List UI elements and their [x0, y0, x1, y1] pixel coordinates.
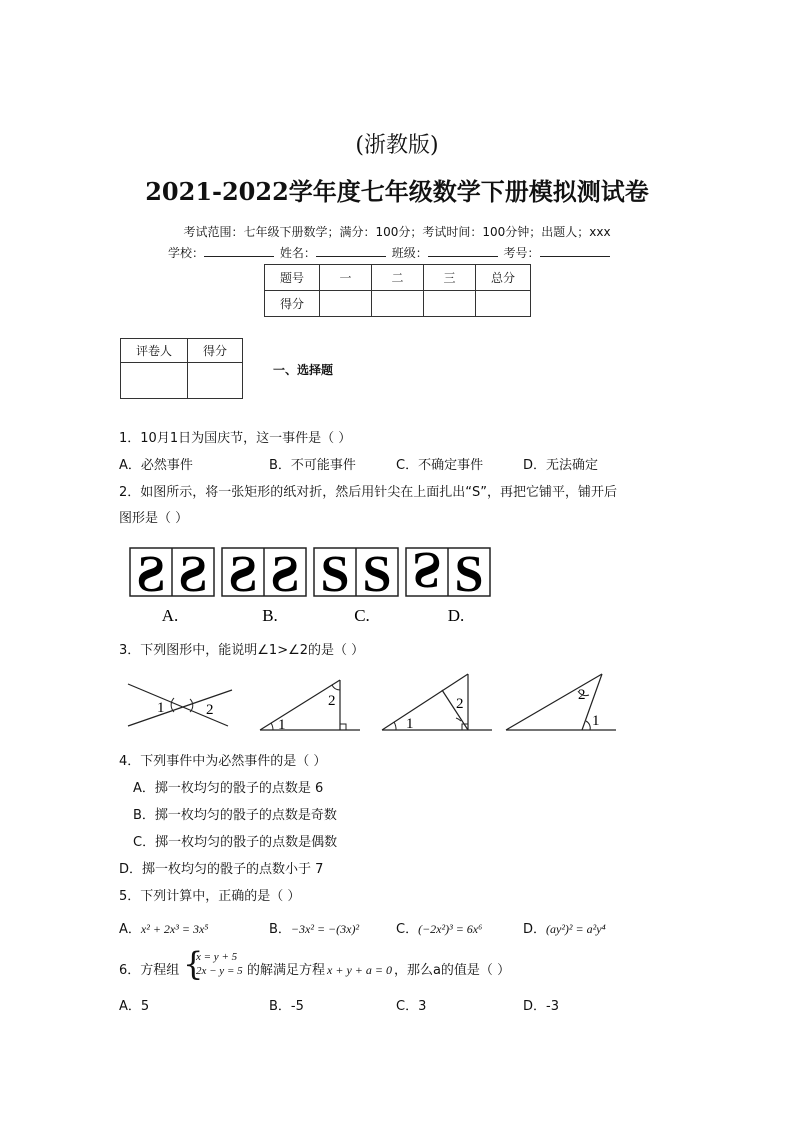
- q6-suffix: ，那么a的值是（ ）: [393, 963, 511, 978]
- q2-label-b: B.: [262, 606, 278, 625]
- angle-2-label: 2: [328, 693, 336, 709]
- q3-figure-a: [128, 684, 232, 726]
- q5-option-c: [396, 918, 482, 937]
- q6-rest: [247, 959, 510, 978]
- score-row-label: 得分: [265, 291, 320, 317]
- score-cell[interactable]: [424, 291, 476, 317]
- name-blank[interactable]: [316, 245, 386, 257]
- s-glyph: S: [362, 546, 392, 603]
- s-glyph: S: [320, 546, 350, 603]
- grader-cell[interactable]: [121, 363, 188, 399]
- angle-2-label: 2: [206, 702, 214, 718]
- angle-1-label: 1: [278, 717, 286, 733]
- expression: (−2x²)³ = 6x⁶: [418, 922, 483, 936]
- school-label: 学校：: [168, 246, 205, 260]
- grader-header: 评卷人: [121, 339, 188, 363]
- q2-stem-line1: 2．如图所示，将一张矩形的纸对折，然后用针尖在上面扎出“S”，再把它铺平，铺开后: [119, 485, 617, 500]
- q1-option-b: B．不可能事件: [269, 458, 356, 473]
- edition-label: (浙教版): [355, 133, 439, 158]
- s-glyph: S: [228, 546, 258, 603]
- class-blank[interactable]: [428, 245, 498, 257]
- q3-stem: 3．下列图形中，能说明∠1>∠2的是（ ）: [119, 643, 365, 658]
- equation-1: x = y + 5: [196, 951, 238, 963]
- q4-option-d: D．掷一枚均匀的骰子的点数小于 7: [119, 862, 324, 877]
- q6-option-d: D．-3: [523, 999, 559, 1014]
- angle-1-label: 1: [406, 716, 414, 732]
- grader-table: [120, 338, 243, 399]
- id-label: 考号：: [503, 246, 540, 260]
- s-glyph: S: [454, 546, 484, 603]
- q6-option-c: C．3: [396, 999, 427, 1014]
- q2-label-d: D.: [447, 606, 465, 625]
- q6-option-a: A．5: [119, 999, 150, 1014]
- score-header-cell: 题号: [265, 265, 320, 291]
- q4-option-b: B．掷一枚均匀的骰子的点数是奇数: [133, 808, 337, 823]
- s-glyph: S: [136, 546, 166, 603]
- name-label: 姓名：: [279, 246, 316, 260]
- option-label: C．: [396, 922, 419, 937]
- q4-option-c: C．掷一枚均匀的骰子的点数是偶数: [133, 835, 338, 850]
- section-title: 一、选择题: [273, 363, 334, 377]
- score-cell[interactable]: [372, 291, 424, 317]
- q6-middle: 的解满足方程: [247, 963, 326, 978]
- score-table: [264, 264, 531, 317]
- q2-option-a-figure: [130, 546, 214, 625]
- q3-figure-d: [506, 674, 616, 730]
- s-glyph: S: [178, 546, 208, 603]
- expression: (ay²)² = a²y⁴: [546, 922, 606, 936]
- q5-option-d: [523, 918, 606, 937]
- expression: −3x² = −(3x)²: [290, 922, 360, 936]
- angle-2-label: 2: [578, 687, 586, 703]
- score-header-cell: 三: [424, 265, 476, 291]
- expression: x² + 2x³ = 3x⁵: [140, 922, 209, 936]
- q2-option-c-figure: [314, 546, 398, 625]
- q1-option-d: D．无法确定: [523, 458, 599, 473]
- exam-info: 考试范围：七年级下册数学；满分：100分；考试时间：100分钟；出题人；xxx: [183, 225, 611, 239]
- school-blank[interactable]: [204, 245, 274, 257]
- brace-icon: {: [183, 945, 204, 983]
- q3-figure-c: [382, 674, 492, 732]
- score-cell[interactable]: [320, 291, 372, 317]
- q3-figure: [120, 666, 630, 738]
- grader-score-header: 得分: [188, 339, 243, 363]
- q2-label-c: C.: [354, 606, 370, 625]
- q6-equation: x + y + a = 0: [327, 963, 392, 977]
- q4-option-a: A．掷一枚均匀的骰子的点数是 6: [133, 781, 324, 796]
- student-fields: [168, 244, 610, 261]
- q4-stem: 4．下列事件中为必然事件的是（ ）: [119, 754, 327, 769]
- grader-score-cell[interactable]: [188, 363, 243, 399]
- q1-stem: 1．10月1日为国庆节，这一事件是（ ）: [119, 431, 352, 446]
- page-title: 2021-2022学年度七年级数学下册模拟测试卷: [145, 177, 649, 206]
- angle-1-label: 1: [592, 713, 600, 729]
- angle-1-label: 1: [157, 700, 165, 716]
- q2-option-d-figure: [406, 541, 490, 625]
- q6-prefix: 6．方程组: [119, 963, 180, 978]
- q6-option-b: B．-5: [269, 999, 304, 1014]
- option-label: A．: [119, 922, 141, 937]
- q5-option-a: [119, 918, 208, 937]
- score-header-cell: 一: [320, 265, 372, 291]
- s-glyph: S: [412, 541, 442, 598]
- score-cell[interactable]: [476, 291, 531, 317]
- score-header-cell: 二: [372, 265, 424, 291]
- angle-2-label: 2: [456, 696, 464, 712]
- q2-label-a: A.: [161, 606, 179, 625]
- q2-figure: [120, 540, 500, 626]
- score-header-cell: 总分: [476, 265, 531, 291]
- id-blank[interactable]: [540, 245, 610, 257]
- equation-system: [196, 950, 243, 978]
- q5-option-b: [269, 918, 359, 937]
- s-glyph: S: [270, 546, 300, 603]
- q3-figure-b: [260, 680, 360, 733]
- option-label: B．: [269, 922, 291, 937]
- equation-2: 2x − y = 5: [196, 965, 243, 977]
- q2-option-b-figure: [222, 546, 306, 625]
- class-label: 班级：: [391, 246, 428, 260]
- q1-option-c: C．不确定事件: [396, 458, 484, 473]
- option-label: D．: [523, 922, 547, 937]
- q2-stem-line2: 图形是（ ）: [119, 511, 189, 526]
- q5-stem: 5．下列计算中，正确的是（ ）: [119, 889, 301, 904]
- q1-option-a: A．必然事件: [119, 458, 193, 473]
